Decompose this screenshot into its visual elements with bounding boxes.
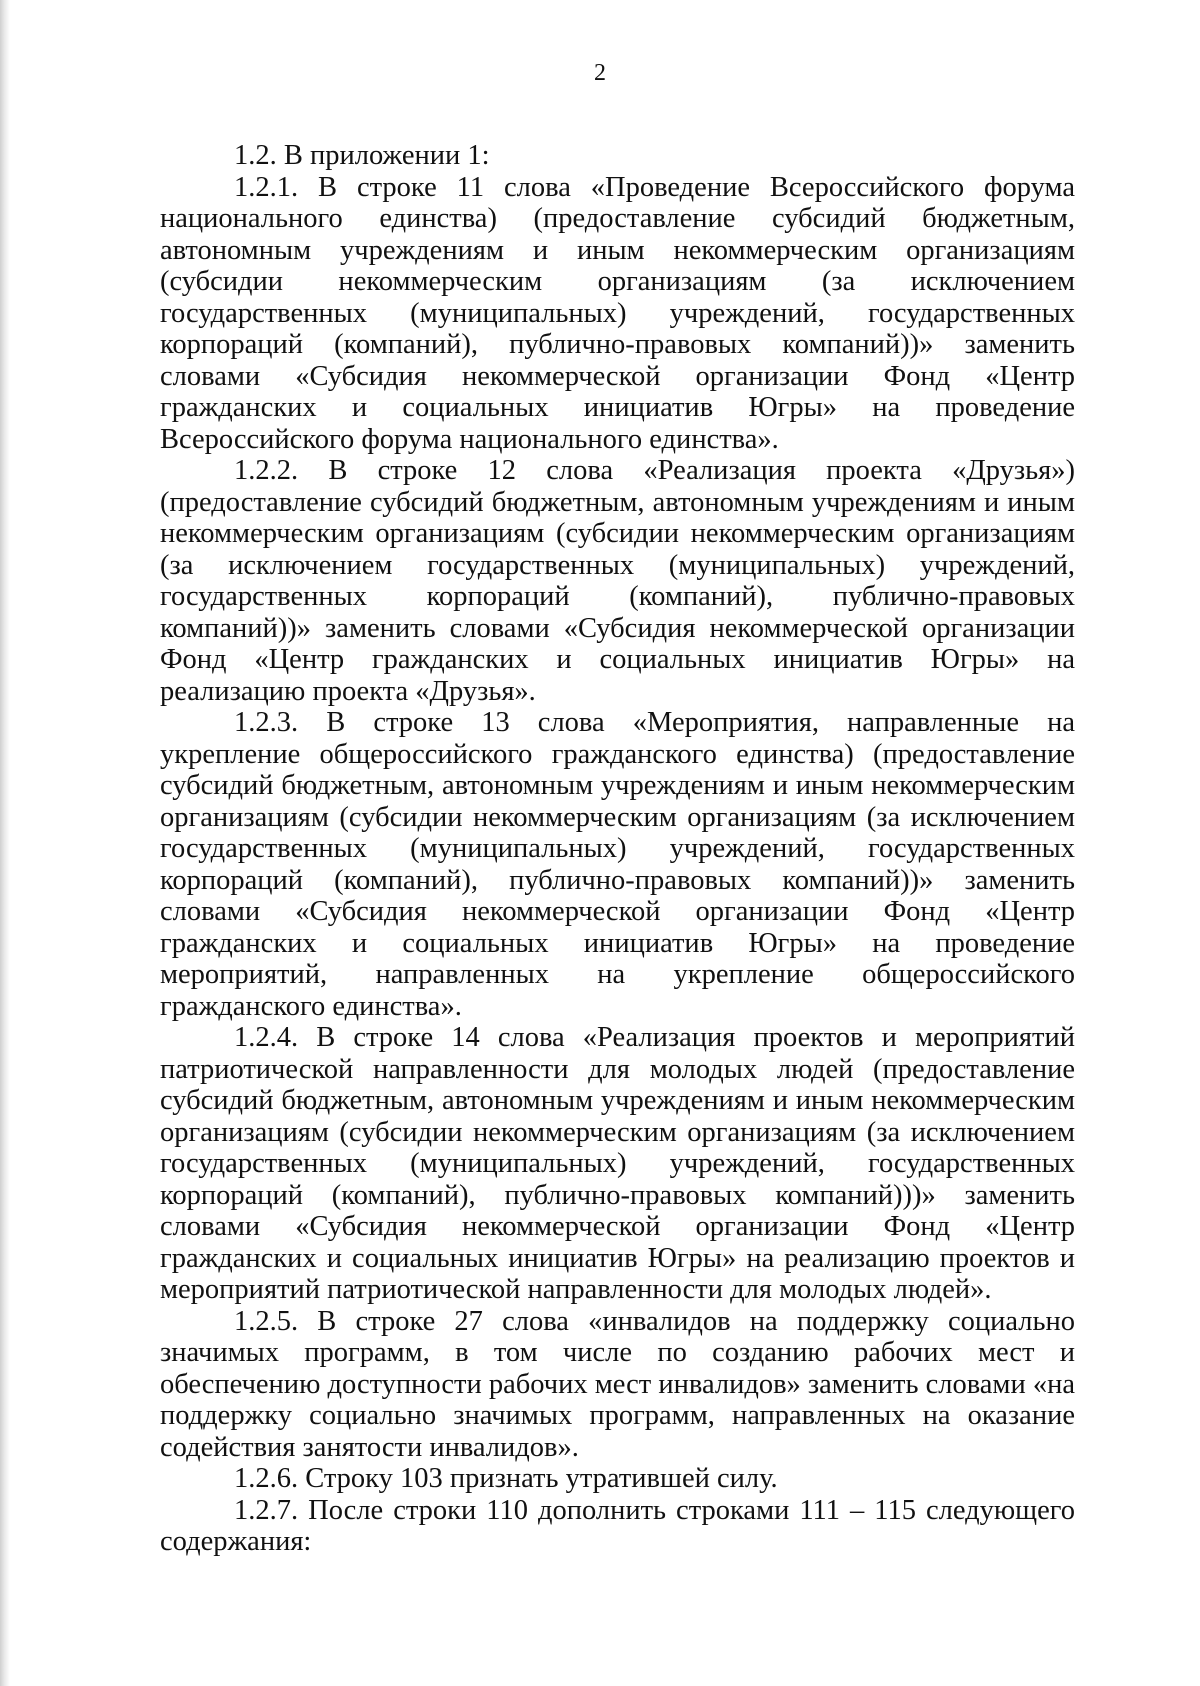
page-number: 2 bbox=[594, 60, 606, 86]
paragraph-1-2-7: 1.2.7. После строки 110 дополнить строками 111 – 115 следующего содержания: bbox=[160, 1494, 1075, 1557]
paragraph-1-2-4: 1.2.4. В строке 14 слова «Реализация проектов и мероприятий патриотической направленности для молодых людей (предоставление субсидий бюджетным, автономным учреждениям и иным некоммерческим организациям (субсидии некоммерческим организациям (за исключением государственных (муниципальных) учреждений, государственных корпораций (компаний), публично-правовых компаний)))» заменить словами «Субсидия некоммерческой организации Фонд «Центр гражданских и социальных инициатив Югры» на реализацию проектов и мероприятий патриотической направленности для молодых людей». bbox=[160, 1022, 1075, 1305]
document-body bbox=[160, 140, 1075, 1558]
paragraph-1-2-5: 1.2.5. В строке 27 слова «инвалидов на поддержку социально значимых программ, в том числе по созданию рабочих мест и обеспечению доступности рабочих мест инвалидов» заменить словами «на поддержку социально значимых программ, направленных на оказание содействия занятости инвалидов». bbox=[160, 1305, 1075, 1463]
paragraph-1-2-1: 1.2.1. В строке 11 слова «Проведение Всероссийского форума национального единства) (предоставление субсидий бюджетным, автономным учреждениям и иным некоммерческим организациям (субсидии некоммерческим организациям (за исключением государственных (муниципальных) учреждений, государственных корпораций (компаний), публично-правовых компаний))» заменить словами «Субсидия некоммерческой организации Фонд «Центр гражданских и социальных инициатив Югры» на проведение Всероссийского форума национального единства». bbox=[160, 171, 1075, 455]
paragraph-1-2: 1.2. В приложении 1: bbox=[234, 140, 490, 171]
paragraph-1-2-6: 1.2.6. Строку 103 признать утратившей силу. bbox=[234, 1463, 778, 1494]
paragraph-1-2-3: 1.2.3. В строке 13 слова «Мероприятия, направленные на укрепление общероссийского гражданского единства) (предоставление субсидий бюджетным, автономным учреждениям и иным некоммерческим организациям (субсидии некоммерческим организациям (за исключением государственных (муниципальных) учреждений, государственных корпораций (компаний), публично-правовых компаний))» заменить словами «Субсидия некоммерческой организации Фонд «Центр гражданских и социальных инициатив Югры» на проведение мероприятий, направленных на укрепление общероссийского гражданского единства». bbox=[160, 707, 1075, 1022]
paragraph-1-2-2: 1.2.2. В строке 12 слова «Реализация проекта «Друзья») (предоставление субсидий бюджетным, автономным учреждениям и иным некоммерческим организациям (субсидии некоммерческим организациям (за исключением государственных (муниципальных) учреждений, государственных корпораций (компаний), публично-правовых компаний))» заменить словами «Субсидия некоммерческой организации Фонд «Центр гражданских и социальных инициатив Югры» на реализацию проекта «Друзья». bbox=[160, 455, 1075, 707]
scan-edge-shadow bbox=[0, 0, 10, 1686]
